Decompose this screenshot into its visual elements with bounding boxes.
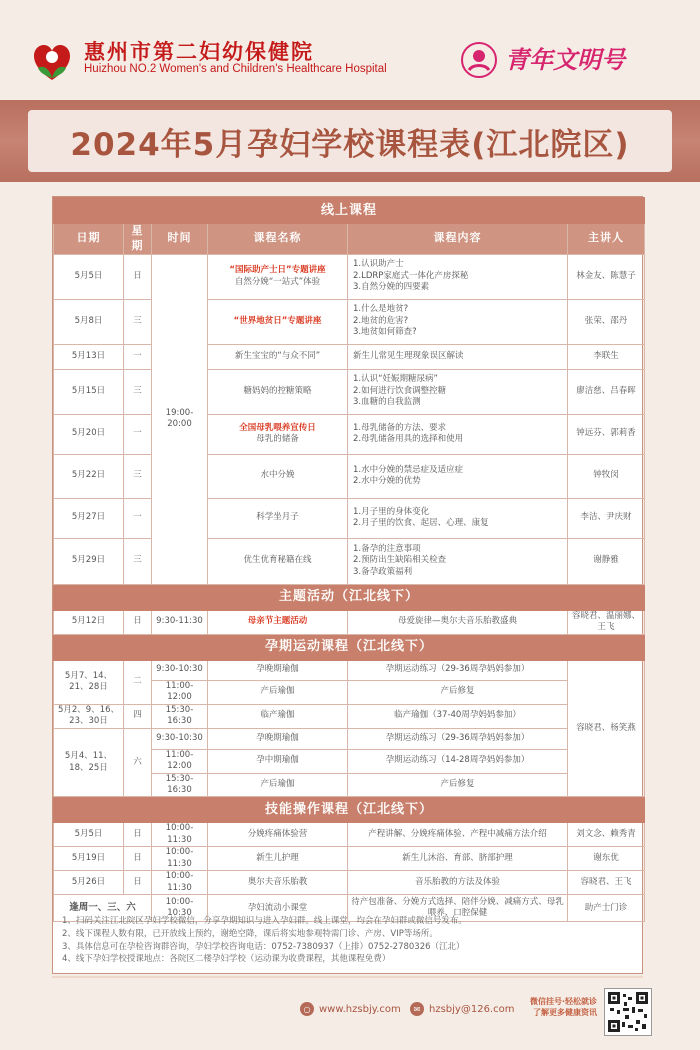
row-content: 新生儿常见生理现象误区解读 — [348, 344, 568, 369]
content-line: 2.月子里的饮食、起居、心理、康复 — [353, 518, 489, 529]
youth-civilization-badge-icon — [460, 40, 498, 80]
course-name: 母乳的储备 — [256, 434, 299, 445]
table-row — [54, 823, 645, 847]
row-course: 孕中期瑜伽 — [208, 749, 348, 773]
qr-code — [604, 988, 652, 1036]
online-time: 19:00-20:00 — [152, 254, 208, 584]
row-date: 5月13日 — [54, 344, 124, 369]
content-line: 1.备孕的注意事项 — [353, 543, 421, 554]
row-course: 奥尔夫音乐胎教 — [208, 871, 348, 895]
col-date: 日期 — [54, 224, 124, 255]
row-time: 9:30-10:30 — [152, 728, 208, 749]
content-line: 2.LDRP家庭式一体化产房探秘 — [353, 270, 469, 281]
row-lecturer: 李联生 — [568, 344, 645, 369]
row-weekday: 三 — [124, 299, 152, 344]
content-line: 1.母乳储备的方法、要求 — [353, 422, 447, 433]
content-line: 2.水中分娩的优势 — [353, 476, 421, 487]
row-time: 10:00-11:30 — [152, 871, 208, 895]
row-lecturer: 谢东优 — [568, 847, 645, 871]
page-title: 2024年5月孕妇学校课程表(江北院区) — [70, 126, 630, 163]
content-line: 3.地贫如何筛查? — [353, 327, 417, 338]
note-line: 2、线下课程人数有限，已开放线上预约，谢绝空降，课后将实地参观特需门诊、产房、VIP等场所。 — [62, 928, 438, 939]
note-line: 4、线下孕妇学校授课地点：各院区二楼孕妇学校（运动课为收费课程，其他课程免费） — [62, 954, 391, 965]
row-content: 待产包准备、分娩方式选择、陪伴分娩、减痛方式、母乳喂养、口腔保健 — [348, 895, 568, 922]
hospital-logo-icon — [30, 38, 74, 82]
row-time: 9:30-11:30 — [152, 610, 208, 634]
website-text: www.hzsbjy.com — [319, 1003, 401, 1015]
row-date: 5月22日 — [54, 454, 124, 498]
row-date: 5月7、14、21、28日 — [54, 660, 124, 704]
footer-email[interactable] — [410, 1002, 514, 1016]
row-date: 5月2、9、16、23、30日 — [54, 704, 124, 728]
row-course: 水中分娩 — [208, 454, 348, 498]
row-course: 孕晚期瑜伽 — [208, 660, 348, 680]
row-course: 产后瑜伽 — [208, 680, 348, 704]
course-highlight: “国际助产士日”专题讲座 — [229, 265, 326, 276]
row-course: 糖妈妈的控糖策略 — [208, 369, 348, 414]
row-weekday: 一 — [124, 344, 152, 369]
section-online-heading: 线上课程 — [54, 198, 645, 224]
table-row — [54, 538, 645, 584]
row-date: 5月15日 — [54, 369, 124, 414]
column-header-row — [54, 224, 645, 255]
content-line: 3.自然分娩的四要素 — [353, 282, 430, 293]
row-lecturer: 容晓君、王飞 — [568, 871, 645, 895]
table-row — [54, 299, 645, 344]
row-date: 5月12日 — [54, 610, 124, 634]
hospital-name-cn: 惠州市第二妇幼保健院 — [84, 39, 314, 64]
row-lecturer: 李洁、尹庆财 — [568, 498, 645, 538]
row-time: 11:00-12:00 — [152, 680, 208, 704]
row-content: 产后修复 — [348, 773, 568, 797]
page-header — [0, 0, 700, 95]
row-weekday: 三 — [124, 538, 152, 584]
row-time: 10:00-11:30 — [152, 823, 208, 847]
row-lecturer: 容晓君、温丽娜、王飞 — [568, 610, 645, 634]
content-line: 2.地贫的危害? — [353, 315, 409, 326]
row-lecturer: 刘文念、赖秀青 — [568, 823, 645, 847]
footer-website[interactable] — [300, 1002, 401, 1016]
row-weekday: 一 — [124, 498, 152, 538]
row-course: 母亲节主题活动 — [208, 610, 348, 634]
row-date: 5月8日 — [54, 299, 124, 344]
row-date: 5月27日 — [54, 498, 124, 538]
row-weekday: 六 — [124, 728, 152, 797]
row-time: 15:30-16:30 — [152, 704, 208, 728]
row-course — [208, 254, 348, 299]
note-line: 3、具体信息可在孕检咨询群咨询，孕妇学校咨询电话：0752-7380937（上排）0752-2780326（江北） — [62, 941, 465, 952]
row-content — [348, 299, 568, 344]
row-content — [348, 538, 568, 584]
row-content: 产后修复 — [348, 680, 568, 704]
qr-caption-line: 了解更多健康资讯 — [533, 1008, 597, 1018]
table-row — [54, 610, 645, 634]
row-course: 新生儿护理 — [208, 847, 348, 871]
row-lecturer: 林金友、陈慧子 — [568, 254, 645, 299]
schedule-table — [53, 197, 645, 922]
row-content: 母爱旋律—奥尔夫音乐胎教盛典 — [348, 610, 568, 634]
row-course: 新生宝宝的“与众不同” — [208, 344, 348, 369]
table-row — [54, 454, 645, 498]
qr-caption — [527, 996, 597, 1018]
table-row — [54, 254, 645, 299]
row-lecturer: 钟牧闵 — [568, 454, 645, 498]
row-date: 5月5日 — [54, 254, 124, 299]
row-date: 5月5日 — [54, 823, 124, 847]
table-row — [54, 414, 645, 454]
footer-divider — [52, 976, 643, 978]
row-content — [348, 369, 568, 414]
content-line: 1.认识“妊娠期糖尿病” — [353, 374, 438, 385]
row-time: 15:30-16:30 — [152, 773, 208, 797]
row-course: 科学坐月子 — [208, 498, 348, 538]
row-lecturer: 助产士门诊 — [568, 895, 645, 922]
schedule-card — [52, 196, 643, 974]
section-skills-heading: 技能操作课程（江北线下） — [54, 797, 645, 823]
row-weekday: 日 — [124, 610, 152, 634]
row-time: 9:30-10:30 — [152, 660, 208, 680]
row-date: 5月29日 — [54, 538, 124, 584]
mail-icon: ✉ — [410, 1002, 424, 1016]
content-line: 2.母乳储备用具的选择和使用 — [353, 434, 464, 445]
col-weekday: 星期 — [124, 224, 152, 255]
content-line: 1.水中分娩的禁忌症及适应症 — [353, 464, 464, 475]
row-lecturer: 廖洁慈、吕春晖 — [568, 369, 645, 414]
row-content — [348, 254, 568, 299]
row-time: 10:00-10:30 — [152, 895, 208, 922]
globe-icon: ○ — [300, 1002, 314, 1016]
table-row — [54, 728, 645, 749]
row-date: 逢周一、三、六 — [54, 895, 152, 922]
row-weekday: 四 — [124, 704, 152, 728]
row-content — [348, 454, 568, 498]
content-line: 3.备孕政策福利 — [353, 566, 413, 577]
row-date: 5月19日 — [54, 847, 124, 871]
row-weekday: 日 — [124, 254, 152, 299]
content-line: 1.认识助产士 — [353, 259, 404, 270]
col-course: 课程名称 — [208, 224, 348, 255]
row-date: 5月4、11、18、25日 — [54, 728, 124, 797]
table-row — [54, 871, 645, 895]
course-highlight: “世界地贫日”专题讲座 — [233, 315, 322, 326]
hospital-name-en: Huizhou NO.2 Women's and Children's Healthcare Hospital — [84, 63, 387, 75]
row-course: 分娩疼痛体验营 — [208, 823, 348, 847]
row-weekday: 日 — [124, 823, 152, 847]
row-course: 孕妇流动小课堂 — [208, 895, 348, 922]
row-course — [208, 414, 348, 454]
row-weekday: 三 — [124, 369, 152, 414]
table-row — [54, 498, 645, 538]
row-lecturer: 张荣、邵丹 — [568, 299, 645, 344]
row-content: 临产瑜伽（37-40周孕妈妈参加） — [348, 704, 568, 728]
content-line: 2.预防出生缺陷相关检查 — [353, 555, 447, 566]
table-row — [54, 344, 645, 369]
row-weekday: 一 — [124, 414, 152, 454]
exercise-lecturer: 容晓君、杨笑燕 — [568, 660, 645, 797]
youth-civilization-label: 青年文明号 — [505, 45, 625, 74]
course-highlight: 全国母乳喂养宣传日 — [239, 422, 316, 433]
row-lecturer: 钟远芬、郭莉香 — [568, 414, 645, 454]
row-content: 孕期运动练习（29-36周孕妈妈参加） — [348, 660, 568, 680]
qr-code-icon — [608, 992, 648, 1032]
qr-caption-line: 微信挂号·轻松就诊 — [529, 997, 597, 1006]
row-course: 临产瑜伽 — [208, 704, 348, 728]
title-box — [28, 110, 672, 172]
row-time: 11:00-12:00 — [152, 749, 208, 773]
content-line: 1.月子里的身体变化 — [353, 506, 430, 517]
course-name: 自然分娩“一站式”体验 — [234, 276, 321, 287]
row-weekday: 日 — [124, 847, 152, 871]
table-row — [54, 369, 645, 414]
row-date: 5月20日 — [54, 414, 124, 454]
note-line: 1、扫码关注江北院区孕妇学校微信，分享孕期知识与进入孕妇群。线上课堂，均会在孕妇群或微信号发布。 — [62, 916, 467, 926]
row-content — [348, 414, 568, 454]
col-time: 时间 — [152, 224, 208, 255]
content-line: 2.如何进行饮食调整控糖 — [353, 385, 447, 396]
col-lecturer: 主讲人 — [568, 224, 645, 255]
row-weekday: 二 — [124, 660, 152, 704]
row-content: 孕期运动练习（29-36周孕妈妈参加） — [348, 728, 568, 749]
row-lecturer: 谢静雅 — [568, 538, 645, 584]
row-time: 10:00-11:30 — [152, 847, 208, 871]
row-course: 孕晚期瑜伽 — [208, 728, 348, 749]
row-content — [348, 498, 568, 538]
email-text: hzsbjy@126.com — [429, 1003, 515, 1015]
content-line: 3.血糖的自我监测 — [353, 397, 421, 408]
content-line: 1.什么是地贫? — [353, 304, 409, 315]
row-weekday: 三 — [124, 454, 152, 498]
col-content: 课程内容 — [348, 224, 568, 255]
section-theme-heading: 主题活动（江北线下） — [54, 584, 645, 610]
table-row — [54, 847, 645, 871]
row-content: 孕期运动练习（14-28周孕妈妈参加） — [348, 749, 568, 773]
row-course: 产后瑜伽 — [208, 773, 348, 797]
row-content: 音乐胎教的方法及体验 — [348, 871, 568, 895]
notes-block — [62, 915, 637, 966]
row-course: 优生优育秘籍在线 — [208, 538, 348, 584]
row-content: 产程讲解、分娩疼痛体验、产程中减痛方法介绍 — [348, 823, 568, 847]
row-course — [208, 299, 348, 344]
row-content: 新生儿沐浴、育部、脐部护理 — [348, 847, 568, 871]
row-weekday: 日 — [124, 871, 152, 895]
row-date: 5月26日 — [54, 871, 124, 895]
table-row — [54, 704, 645, 728]
table-row — [54, 660, 645, 680]
section-exercise-heading: 孕期运动课程（江北线下） — [54, 634, 645, 660]
